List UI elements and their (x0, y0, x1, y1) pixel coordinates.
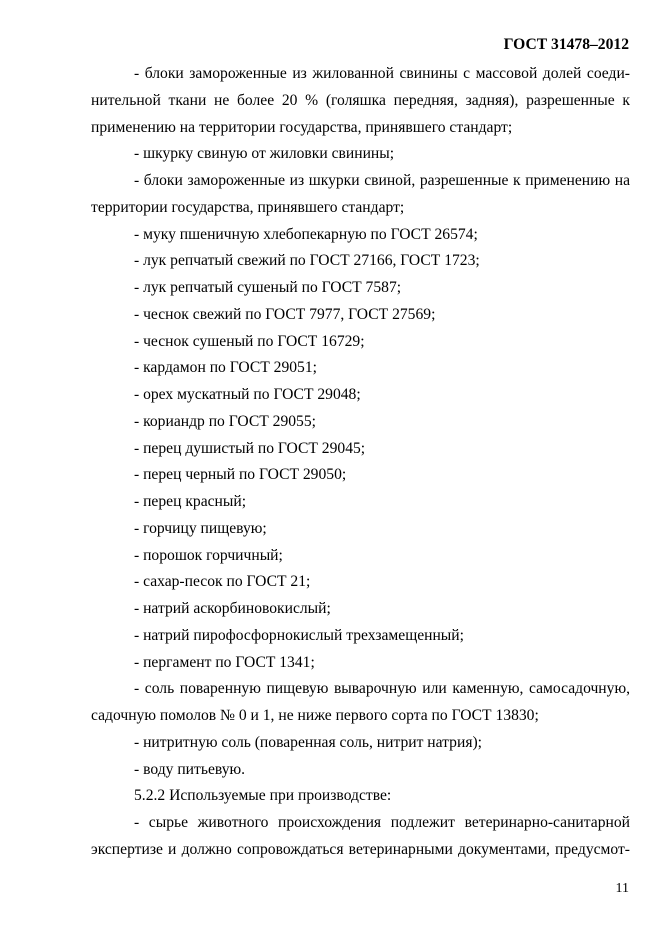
para-2: - шкурку свиную от жиловки свинины; (134, 145, 395, 163)
list-item: - лук репчатый сушеный по ГОСТ 7587; (134, 279, 402, 296)
nitrite-item: - нитритную соль (поваренная соль, нитрит натрия); (134, 733, 483, 751)
salt-line-2: садочную помолов № 0 и 1, не ниже первого сорта по ГОСТ 13830; (91, 707, 539, 724)
list-item: - перец черный по ГОСТ 29050; (134, 466, 347, 484)
list-item: - кардамон по ГОСТ 29051; (134, 359, 317, 377)
list-item: - перец душистый по ГОСТ 29045; (134, 439, 366, 457)
para-1-line-1: - блоки замороженные из жилованной свинины с массовой долей соеди- (134, 65, 630, 82)
para-1-line-2: нительной ткани не более 20 % (голяшка передняя, задняя), разрешенные к (91, 91, 630, 109)
page-number: 11 (615, 881, 629, 896)
list-item: - лук репчатый свежий по ГОСТ 27166, ГОСТ 1723; (134, 252, 480, 270)
list-item: - сахар-песок по ГОСТ 21; (134, 573, 311, 591)
raw-line-1: - сырье животного происхождения подлежит ветеринарно-санитарной (134, 814, 630, 831)
section-heading: 5.2.2 Используемые при производстве: (134, 787, 392, 805)
para-3-line-2: территории государства, принявшего стандарт; (91, 198, 405, 216)
water-item: - воду питьевую. (134, 760, 246, 778)
list-item: - порошок горчичный; (134, 546, 283, 564)
list-item: - чеснок сушеный по ГОСТ 16729; (134, 332, 365, 350)
list-item: - пергамент по ГОСТ 1341; (134, 653, 315, 671)
list-item: - натрий аскорбиновокислый; (134, 600, 331, 617)
raw-line-2: экспертизе и должно сопровождаться ветеринарными документами, предусмот- (91, 840, 630, 858)
list-item: - перец красный; (134, 493, 247, 510)
list-item: - орех мускатный по ГОСТ 29048; (134, 386, 361, 403)
document-body (91, 61, 630, 864)
document-header-code: ГОСТ 31478–2012 (503, 36, 629, 53)
list-item: - кориандр по ГОСТ 29055; (134, 412, 316, 430)
salt-line-1: - соль поваренную пищевую выварочную или каменную, самосадочную, (134, 680, 630, 698)
list-item: - натрий пирофосфорнокислый трехзамещенный; (134, 626, 464, 644)
list-item: - муку пшеничную хлебопекарную по ГОСТ 26574; (134, 225, 478, 243)
list-item: - чеснок свежий по ГОСТ 7977, ГОСТ 27569; (134, 305, 436, 323)
para-3-line-1: - блоки замороженные из шкурки свиной, разрешенные к применению на (134, 172, 630, 189)
para-1-line-3: применению на территории государства, принявшего стандарт; (91, 118, 513, 136)
list-item: - горчицу пищевую; (134, 519, 267, 537)
